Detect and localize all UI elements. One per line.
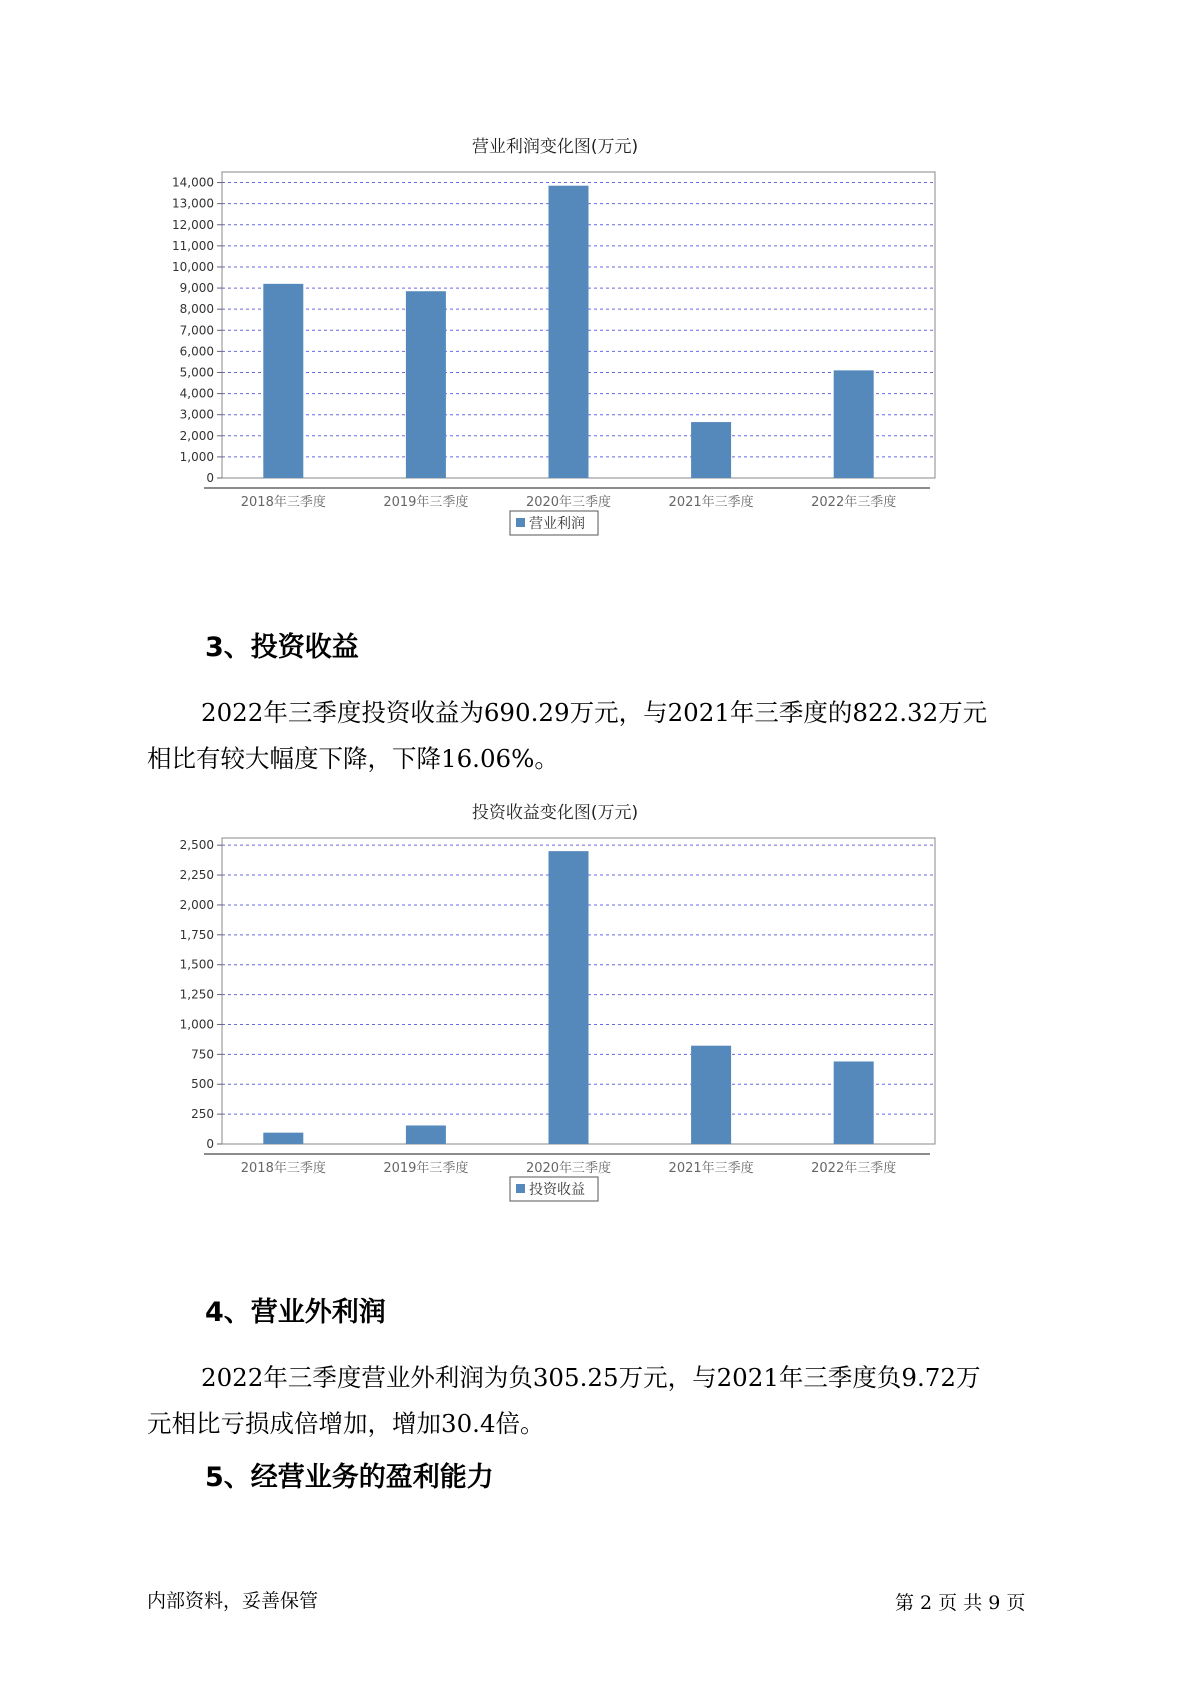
bar bbox=[549, 851, 589, 1144]
bar bbox=[406, 291, 446, 478]
y-tick-label: 4,000 bbox=[179, 386, 214, 401]
x-category-label: 2018年三季度 bbox=[240, 495, 326, 510]
y-tick-label: 5,000 bbox=[179, 365, 214, 380]
y-tick-label: 3,000 bbox=[179, 407, 214, 422]
x-category-label: 2020年三季度 bbox=[525, 1161, 612, 1176]
legend-swatch bbox=[516, 1184, 525, 1193]
y-tick-label: 7,000 bbox=[179, 323, 214, 338]
heading-profitability: 5、经营业务的盈利能力 bbox=[205, 1462, 494, 1493]
x-category-label: 2018年三季度 bbox=[240, 1161, 326, 1176]
operating-profit-chart bbox=[160, 130, 1020, 550]
legend bbox=[510, 1177, 598, 1201]
y-tick-label: 1,750 bbox=[179, 927, 214, 942]
y-tick-label: 2,000 bbox=[179, 897, 214, 912]
y-tick-label: 13,000 bbox=[172, 196, 214, 211]
footer-confidential-note: 内部资料，妥善保管 bbox=[147, 1590, 319, 1612]
paragraph-line: 元相比亏损成倍增加，增加30.4倍。 bbox=[147, 1409, 545, 1438]
bar bbox=[263, 284, 303, 478]
y-tick-label: 500 bbox=[191, 1077, 214, 1092]
y-tick-label: 2,000 bbox=[179, 428, 214, 443]
y-tick-label: 14,000 bbox=[172, 175, 214, 190]
y-tick-label: 1,500 bbox=[179, 957, 214, 972]
bar bbox=[834, 370, 874, 478]
x-category-label: 2021年三季度 bbox=[668, 495, 754, 510]
operating-profit-chart-svg bbox=[160, 130, 1020, 550]
y-tick-label: 1,000 bbox=[179, 449, 214, 464]
y-tick-label: 0 bbox=[206, 471, 214, 485]
y-tick-label: 12,000 bbox=[172, 217, 214, 232]
paragraph-investment-income bbox=[147, 690, 1047, 782]
x-category-label: 2022年三季度 bbox=[811, 1161, 897, 1176]
y-tick-label: 8,000 bbox=[179, 302, 214, 317]
chart-title: 投资收益变化图(万元) bbox=[471, 803, 639, 823]
y-tick-label: 11,000 bbox=[172, 238, 214, 253]
legend-label: 营业利润 bbox=[529, 516, 585, 532]
paragraph-line: 2022年三季度投资收益为690.29万元，与2021年三季度的822.32万元 bbox=[201, 698, 988, 727]
bar bbox=[263, 1133, 303, 1144]
paragraph-non-operating-profit bbox=[147, 1355, 1047, 1447]
y-tick-label: 1,000 bbox=[179, 1017, 214, 1032]
x-category-label: 2019年三季度 bbox=[383, 1161, 469, 1176]
y-tick-label: 6,000 bbox=[179, 344, 214, 359]
x-category-label: 2019年三季度 bbox=[383, 495, 469, 510]
y-tick-label: 9,000 bbox=[179, 281, 214, 296]
bar bbox=[549, 186, 589, 478]
y-tick-label: 2,500 bbox=[179, 838, 214, 853]
y-tick-label: 2,250 bbox=[179, 868, 214, 883]
investment-income-chart bbox=[160, 796, 1020, 1216]
bar bbox=[406, 1125, 446, 1144]
x-category-label: 2021年三季度 bbox=[668, 1161, 754, 1176]
bar bbox=[691, 1046, 731, 1144]
y-tick-label: 10,000 bbox=[172, 259, 214, 274]
chart-title: 营业利润变化图(万元) bbox=[471, 137, 639, 157]
bar bbox=[834, 1061, 874, 1144]
legend-swatch bbox=[516, 518, 525, 527]
investment-income-chart-svg bbox=[160, 796, 1020, 1216]
paragraph-line: 相比有较大幅度下降，下降16.06%。 bbox=[147, 744, 559, 773]
y-tick-label: 250 bbox=[191, 1107, 214, 1122]
bar bbox=[691, 422, 731, 478]
y-tick-label: 0 bbox=[206, 1137, 214, 1151]
heading-investment-income: 3、投资收益 bbox=[205, 632, 359, 663]
legend bbox=[510, 511, 598, 535]
heading-non-operating-profit: 4、营业外利润 bbox=[205, 1297, 386, 1328]
x-category-label: 2022年三季度 bbox=[811, 495, 897, 510]
x-category-label: 2020年三季度 bbox=[525, 495, 612, 510]
paragraph-line: 2022年三季度营业外利润为负305.25万元，与2021年三季度负9.72万 bbox=[201, 1363, 981, 1392]
footer-page-number: 第 2 页 共 9 页 bbox=[895, 1592, 1026, 1614]
legend-label: 投资收益 bbox=[529, 1182, 585, 1198]
y-tick-label: 750 bbox=[191, 1047, 214, 1062]
y-tick-label: 1,250 bbox=[179, 987, 214, 1002]
